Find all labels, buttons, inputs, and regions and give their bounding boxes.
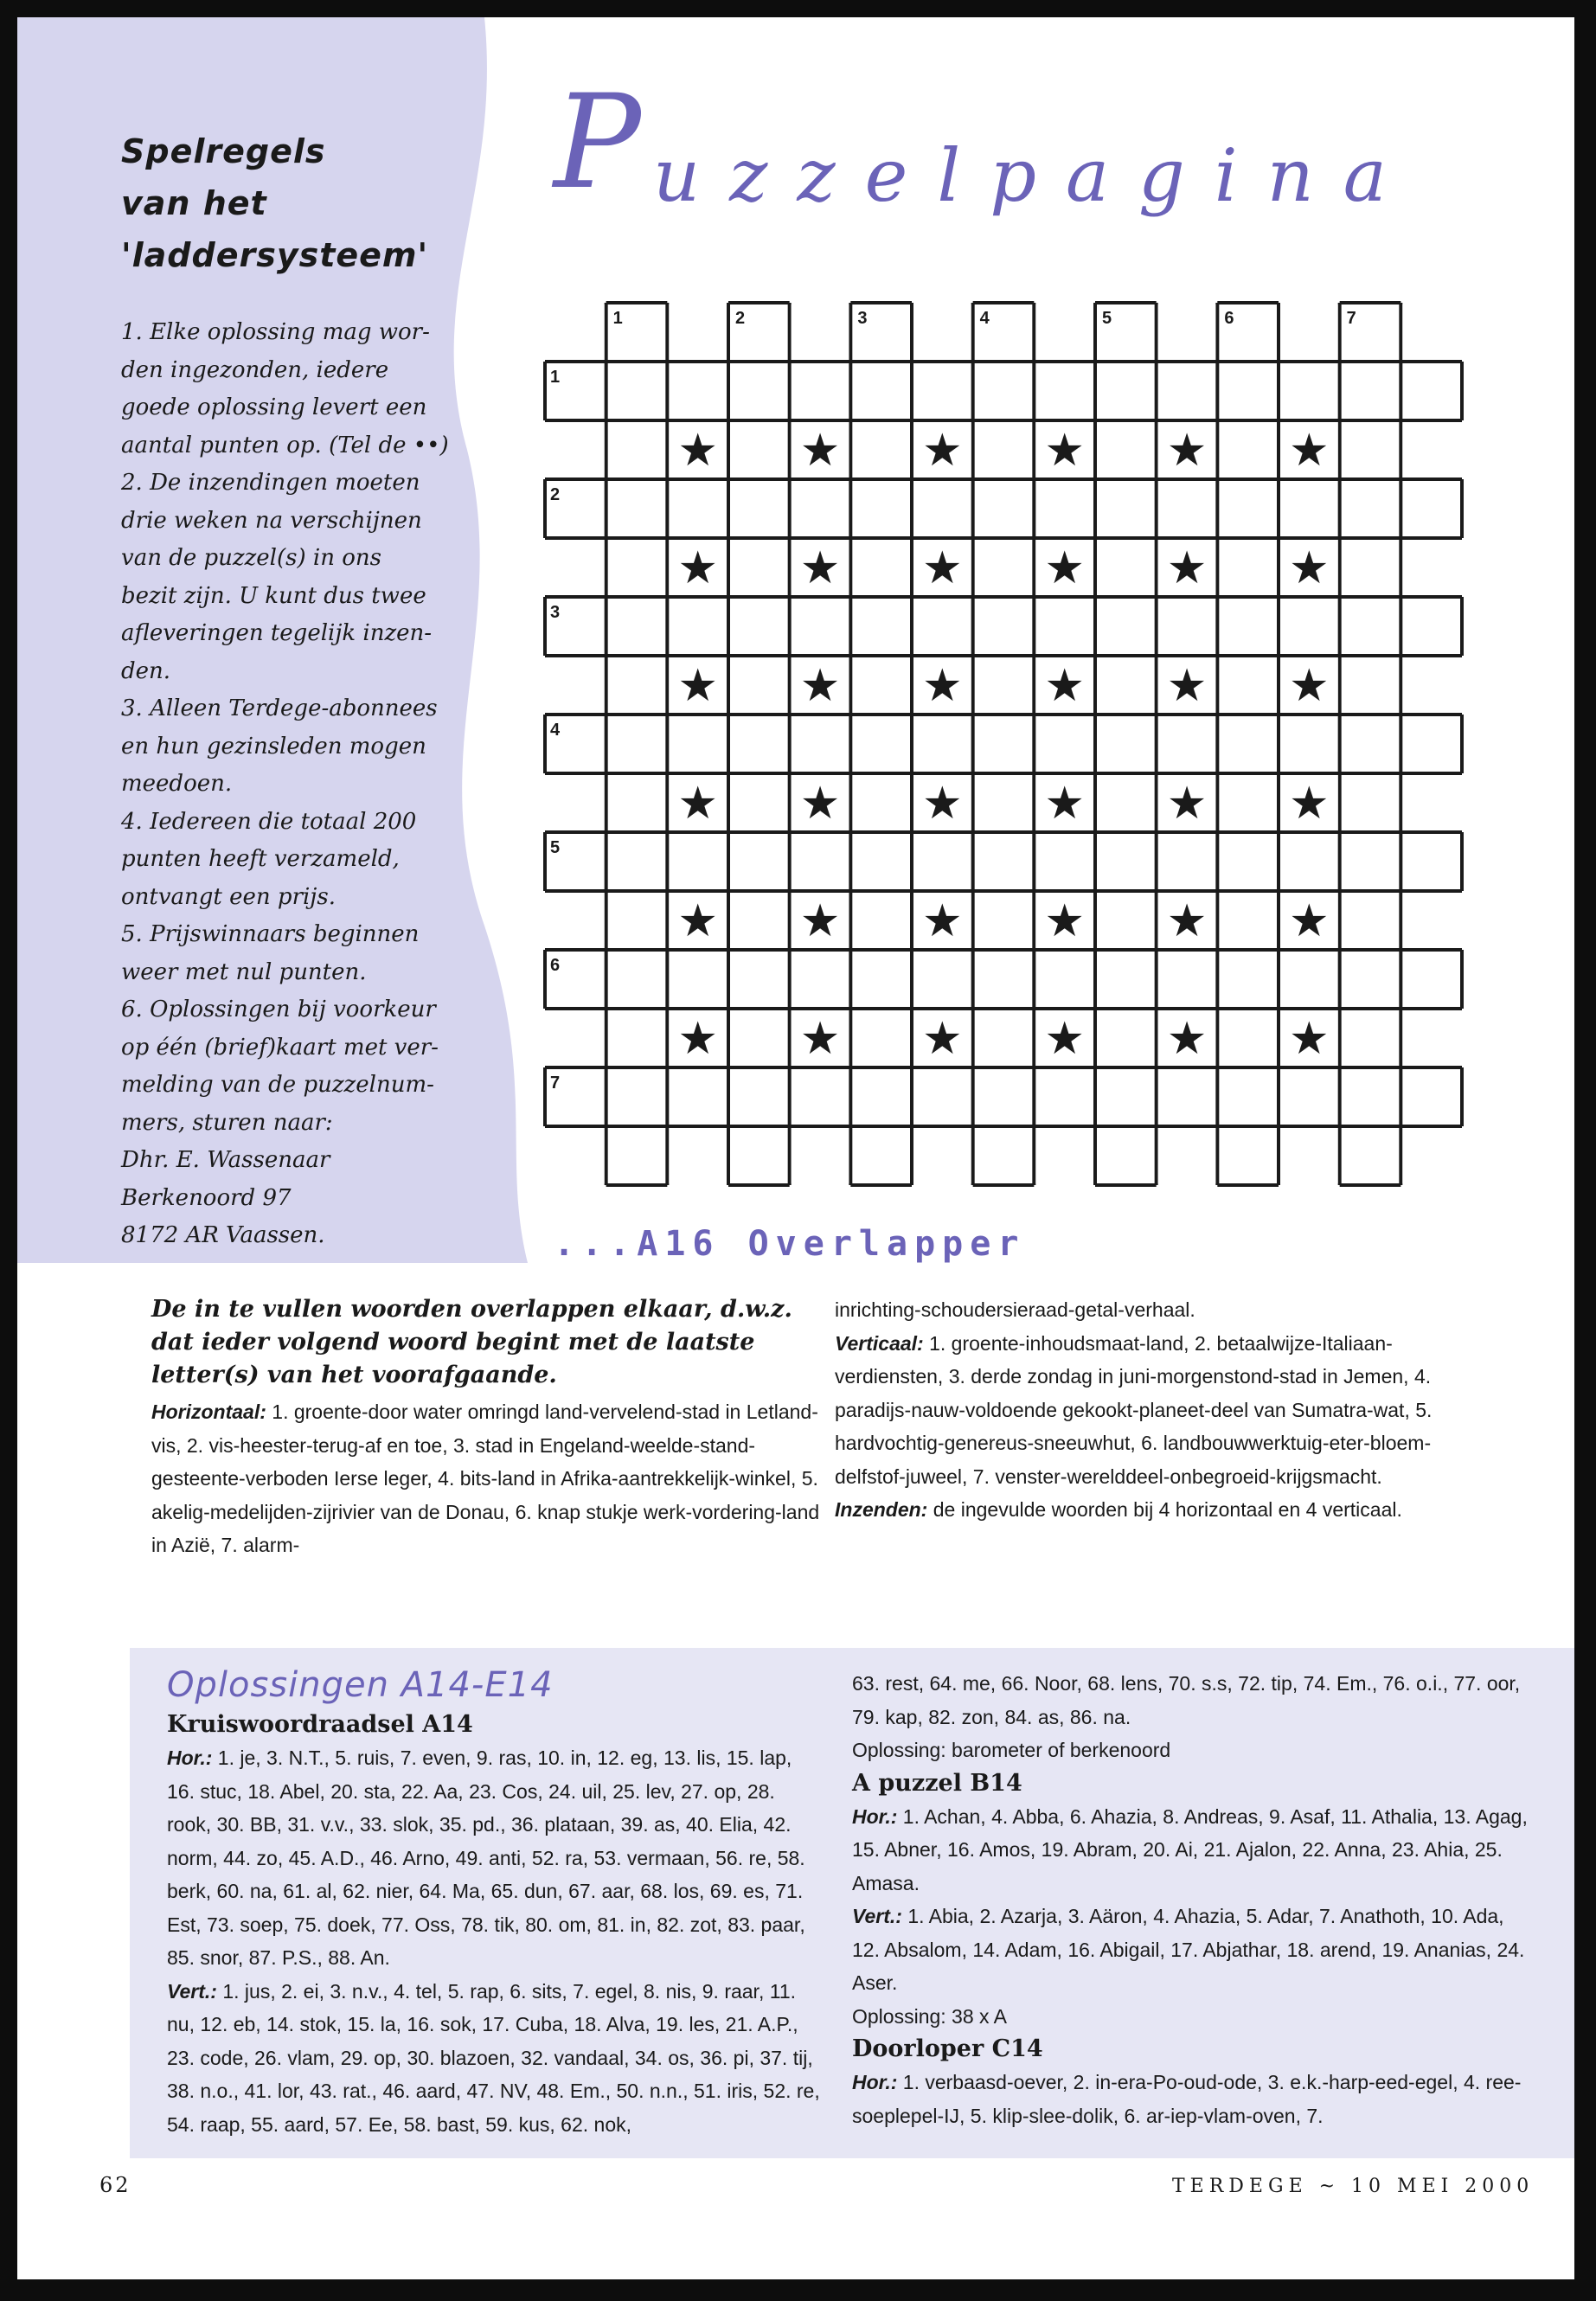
rule-line: 4. Iedereen die totaal 200 — [121, 808, 417, 835]
column-number: 6 — [1224, 309, 1234, 328]
blank-block — [1402, 1010, 1460, 1066]
star-icon: ★ — [677, 425, 718, 477]
rule-line: den ingezonden, iedere — [121, 356, 389, 383]
star-icon: ★ — [1166, 778, 1208, 830]
kruiswoord-hor-text: 1. je, 3. N.T., 5. ruis, 7. even, 9. ras, 10. in, 12. eg, 13. lis, 15. lap, 16. stuc, 18. Abel, 20. sta, 22. Aa, 23. Cos, 24. uil, 25. lev, 27. op, 28. rook, 30. BB, 31. v.v., 33. slok, 35. pd., 36. plataan, 39. as, 40. Elia, 42. norm, 44. zo, 45. A.D., 46. Arno, 49. anti, 52. ra, 53. vermaan, 56. re, 58. berk, 60. na, 61. al, 62. nier, 64. Ma, 65. dun, 67. aar, 68. los, 69. es, 71. Est, 73. soep, 75. doek, 77. Oss, 78. tik, 80. om, 81. in, 82. zot, 83. paar, 85. snor, 87. P.S., 88. An. — [167, 1747, 805, 1969]
star-icon: ★ — [1044, 425, 1085, 477]
blank-block — [792, 1128, 849, 1183]
blank-block — [547, 422, 605, 478]
puzzle-intro: De in te vullen woorden overlappen elkaar, d.w.z. dat ieder volgend woord begint met de laatste letter(s) van het voorafgaande. — [151, 1296, 792, 1388]
blank-block — [1402, 657, 1460, 713]
star-icon: ★ — [677, 542, 718, 594]
row-number: 5 — [550, 838, 561, 857]
rule-line: melding van de puzzelnum- — [121, 1072, 434, 1098]
star-icon: ★ — [1044, 778, 1085, 830]
solutions-title: Oplossingen A14-E14 — [167, 1665, 554, 1705]
rule-line: op één (brief)kaart met ver- — [121, 1034, 439, 1061]
a-puzzel-hor-label: Hor.: — [852, 1804, 898, 1828]
rule-line: aantal punten op. (Tel de ••) — [121, 432, 449, 458]
star-icon: ★ — [1289, 425, 1330, 477]
star-icon: ★ — [922, 542, 963, 594]
rule-line: Dhr. E. Wassenaar — [121, 1147, 330, 1173]
horizontal-label: Horizontaal: — [151, 1400, 266, 1423]
star-icon: ★ — [1166, 895, 1208, 947]
rule-line: meedoen. — [121, 771, 233, 797]
star-icon: ★ — [1289, 895, 1330, 947]
row-number: 7 — [550, 1074, 561, 1093]
overlapper-grid — [536, 277, 1522, 1228]
puzzle-instructions-cont — [835, 1293, 1501, 1527]
row-number: 4 — [550, 721, 561, 740]
star-icon: ★ — [922, 1013, 963, 1065]
a-puzzel-vert-text: 1. Abia, 2. Azarja, 3. Aäron, 4. Ahazia, 5. Adar, 7. Anathoth, 10. Ada, 12. Absalom, 14. Adam, 16. Abigail, 17. Abjathar, 18. arend, 19. Ananias, 24. Aser. — [852, 1905, 1525, 1994]
puzzle-instructions — [151, 1293, 826, 1562]
blank-block — [547, 657, 605, 713]
rule-line: 1. Elke oplossing mag wor- — [121, 319, 430, 345]
submit-label: Inzenden: — [835, 1498, 928, 1521]
rule-line: 3. Alleen Terdege-abonnees — [121, 695, 438, 721]
star-icon: ★ — [677, 778, 718, 830]
rules-title — [121, 125, 467, 281]
star-icon: ★ — [922, 425, 963, 477]
rule-line: 6. Oplossingen bij voorkeur — [121, 997, 436, 1022]
star-icon: ★ — [922, 660, 963, 712]
star-icon: ★ — [677, 660, 718, 712]
horizontal-clues-cont: inrichting-schoudersieraad-getal-verhaal. — [835, 1298, 1195, 1321]
kruiswoord-vertical-cont: 63. rest, 64. me, 66. Noor, 68. lens, 70. s.s, 72. tip, 74. Em., 76. o.i., 77. oor, 79. kap, 82. zon, 84. as, 86. na. — [852, 1672, 1521, 1728]
star-icon: ★ — [922, 895, 963, 947]
star-icon: ★ — [1044, 660, 1085, 712]
publication-footer: TERDEGE ~ 10 MEI 2000 — [1172, 2176, 1535, 2197]
blank-block — [1035, 304, 1093, 360]
rule-line: en hun gezinsleden mogen — [121, 733, 426, 760]
star-icon: ★ — [1166, 542, 1208, 594]
page-number: 62 — [99, 2173, 131, 2197]
blank-block — [1035, 1128, 1093, 1183]
star-icon: ★ — [677, 895, 718, 947]
kruiswoord-title: Kruiswoordraadsel A14 — [167, 1711, 473, 1738]
rules-title-line: van het — [121, 184, 267, 222]
blank-block — [1402, 540, 1460, 595]
blank-block — [547, 1128, 605, 1183]
doorloper-hor-text: 1. verbaasd-oever, 2. in-era-Po-oud-ode, 3. e.k.-harp-eed-egel, 4. ree-soeplepel-IJ, 5. klip-slee-dolik, 6. ar-iep-vlam-oven, 7. — [852, 2071, 1522, 2127]
vertical-clues — [835, 1327, 1501, 1494]
star-icon: ★ — [1044, 1013, 1085, 1065]
blank-block — [1280, 304, 1338, 360]
blank-block — [547, 893, 605, 948]
vertical-text: 1. groente-inhoudsmaat-land, 2. betaalwijze-Italiaan-verdiensten, 3. derde zondag in juni-morgenstond-stad in Jemen, 4. paradijs-nauw-voldoende gekookt-planeet-deel van Sumatra-wat, 5. hardvochtig-genereus-sneeuwhut, 6. landbouwwerktuig-eter-bloem-delfstof-juweel, 7. venster-werelddeel-onbegroeid-krijgsmacht. — [835, 1331, 1433, 1488]
rule-line: drie weken na verschijnen — [121, 507, 422, 534]
rule-line: Berkenoord 97 — [121, 1184, 292, 1211]
doorloper-hor-label: Hor.: — [852, 2071, 898, 2093]
submit-instructions — [835, 1493, 1501, 1527]
star-icon: ★ — [799, 895, 841, 947]
kruiswoord-hor-label: Hor.: — [167, 1747, 213, 1769]
star-icon: ★ — [1289, 1013, 1330, 1065]
column-number: 7 — [1346, 309, 1356, 328]
star-icon: ★ — [1044, 895, 1085, 947]
kruiswoord-vertical — [167, 1975, 824, 2142]
blank-block — [669, 1128, 727, 1183]
rule-line: ontvangt een prijs. — [121, 883, 336, 910]
page-title-rest: uzzelpagina — [653, 133, 1416, 218]
star-icon: ★ — [1289, 542, 1330, 594]
column-number: 3 — [857, 309, 868, 328]
star-icon: ★ — [1166, 1013, 1208, 1065]
kruiswoord-horizontal — [167, 1741, 824, 1975]
blank-block — [913, 304, 971, 360]
kruiswoord-vert-text: 1. jus, 2. ei, 3. n.v., 4. tel, 5. rap, 6. sits, 7. egel, 8. nis, 9. raar, 11. nu, 12. eb, 14. stok, 15. la, 16. sok, 17. Cuba, 18. Alva, 19. les, 21. A.P., 23. code, 26. vlam, 29. op, 30. blazoen, 32. vandaal, 34. os, 36. pi, 37. tij, 38. n.o., 41. lor, 43. rat., 46. aard, 47. NV, 48. Em., 50. n.n., 51. iris, 52. re, 54. raap, 55. aard, 57. Ee, 58. bast, 59. kus, 62. nok, — [167, 1979, 820, 2136]
row-number: 6 — [550, 956, 561, 975]
column-number: 2 — [735, 309, 746, 328]
a-puzzel-title: A puzzel B14 — [852, 1769, 1022, 1797]
rule-line: bezit zijn. U kunt dus twee — [121, 582, 426, 609]
doorloper-horizontal — [852, 2066, 1535, 2132]
star-icon: ★ — [922, 778, 963, 830]
blank-block — [1402, 422, 1460, 478]
rules-panel — [121, 125, 467, 1255]
blank-block — [547, 1010, 605, 1066]
kruiswoord-solution: Oplossing: barometer of berkenoord — [852, 1739, 1171, 1761]
rule-line: 8172 AR Vaassen. — [121, 1222, 325, 1248]
star-icon: ★ — [799, 425, 841, 477]
row-number: 3 — [550, 603, 561, 622]
vertical-label: Verticaal: — [835, 1331, 924, 1355]
star-icon: ★ — [1166, 660, 1208, 712]
rule-line: van de puzzel(s) in ons — [121, 545, 381, 571]
blank-block — [1402, 775, 1460, 830]
blank-block — [547, 540, 605, 595]
rules-title-line: 'laddersysteem' — [121, 236, 429, 274]
row-number: 2 — [550, 485, 561, 504]
star-icon: ★ — [1289, 778, 1330, 830]
blank-block — [1280, 1128, 1338, 1183]
solutions-box — [130, 1648, 1574, 2158]
a-puzzel-vertical — [852, 1900, 1535, 2000]
blank-block — [792, 304, 849, 360]
star-icon: ★ — [1166, 425, 1208, 477]
a-puzzel-hor-text: 1. Achan, 4. Abba, 6. Ahazia, 8. Andreas, 9. Asaf, 11. Athalia, 13. Agag, 15. Abner, 16. Amos, 19. Abram, 20. Ai, 21. Ajalon, 22. Anna, 23. Ahia, 25. Amasa. — [852, 1804, 1528, 1894]
kruiswoord-vert-label: Vert.: — [167, 1979, 217, 2003]
page-title — [536, 69, 1557, 234]
rule-line: punten heeft verzameld, — [121, 846, 400, 872]
blank-block — [547, 304, 605, 360]
a-puzzel-horizontal — [852, 1800, 1535, 1900]
rule-line: goede oplossing levert een — [121, 394, 427, 420]
star-icon: ★ — [1044, 542, 1085, 594]
star-icon: ★ — [799, 542, 841, 594]
star-icon: ★ — [1289, 660, 1330, 712]
submit-text: de ingevulde woorden bij 4 horizontaal en 4 verticaal. — [927, 1498, 1402, 1521]
rules-title-line: Spelregels — [121, 132, 326, 170]
blank-block — [1402, 304, 1460, 360]
rule-line: mers, sturen naar: — [121, 1109, 333, 1136]
blank-block — [1158, 1128, 1216, 1183]
rule-line: 5. Prijswinnaars beginnen — [121, 921, 420, 947]
row-number: 1 — [550, 368, 561, 387]
horizontal-clues — [151, 1395, 826, 1562]
blank-block — [547, 775, 605, 830]
blank-block — [1402, 1128, 1460, 1183]
a-puzzel-solution: Oplossing: 38 x A — [852, 2004, 1007, 2028]
rule-line: afleveringen tegelijk inzen- — [121, 620, 433, 646]
puzzle-title: ...A16 Overlapper — [554, 1224, 1026, 1264]
blank-block — [1402, 893, 1460, 948]
star-icon: ★ — [799, 660, 841, 712]
rules-text — [121, 314, 467, 1255]
column-number: 5 — [1102, 309, 1112, 328]
blank-block — [1158, 304, 1216, 360]
magazine-page — [17, 17, 1574, 2279]
page-title-initial: P — [554, 67, 641, 218]
doorloper-title: Doorloper C14 — [852, 2035, 1043, 2062]
star-icon: ★ — [799, 778, 841, 830]
rule-line: 2. De inzendingen moeten — [121, 470, 420, 496]
column-number: 4 — [979, 309, 990, 328]
blank-block — [669, 304, 727, 360]
solutions-right-column — [852, 1667, 1535, 2132]
star-icon: ★ — [677, 1013, 718, 1065]
solutions-left-column — [167, 1663, 824, 2141]
rule-line: weer met nul punten. — [121, 958, 367, 985]
star-icon: ★ — [799, 1013, 841, 1065]
rule-line: den. — [121, 657, 171, 684]
a-puzzel-vert-label: Vert.: — [852, 1905, 902, 1927]
column-number: 1 — [612, 309, 623, 328]
horizontal-text: 1. groente-door water omringd land-vervelend-stad in Letland-vis, 2. vis-heester-terug-af en toe, 3. stad in Engeland-weelde-stand-gesteente-verboden Ierse leger, 4. bits-land in Afrika-aantrekkelijk-winkel, 5. akelig-medelijden-zijrivier van de Donau, 6. knap stukje werk-vordering-land in Azië, 7. alarm- — [151, 1400, 820, 1556]
blank-block — [913, 1128, 971, 1183]
